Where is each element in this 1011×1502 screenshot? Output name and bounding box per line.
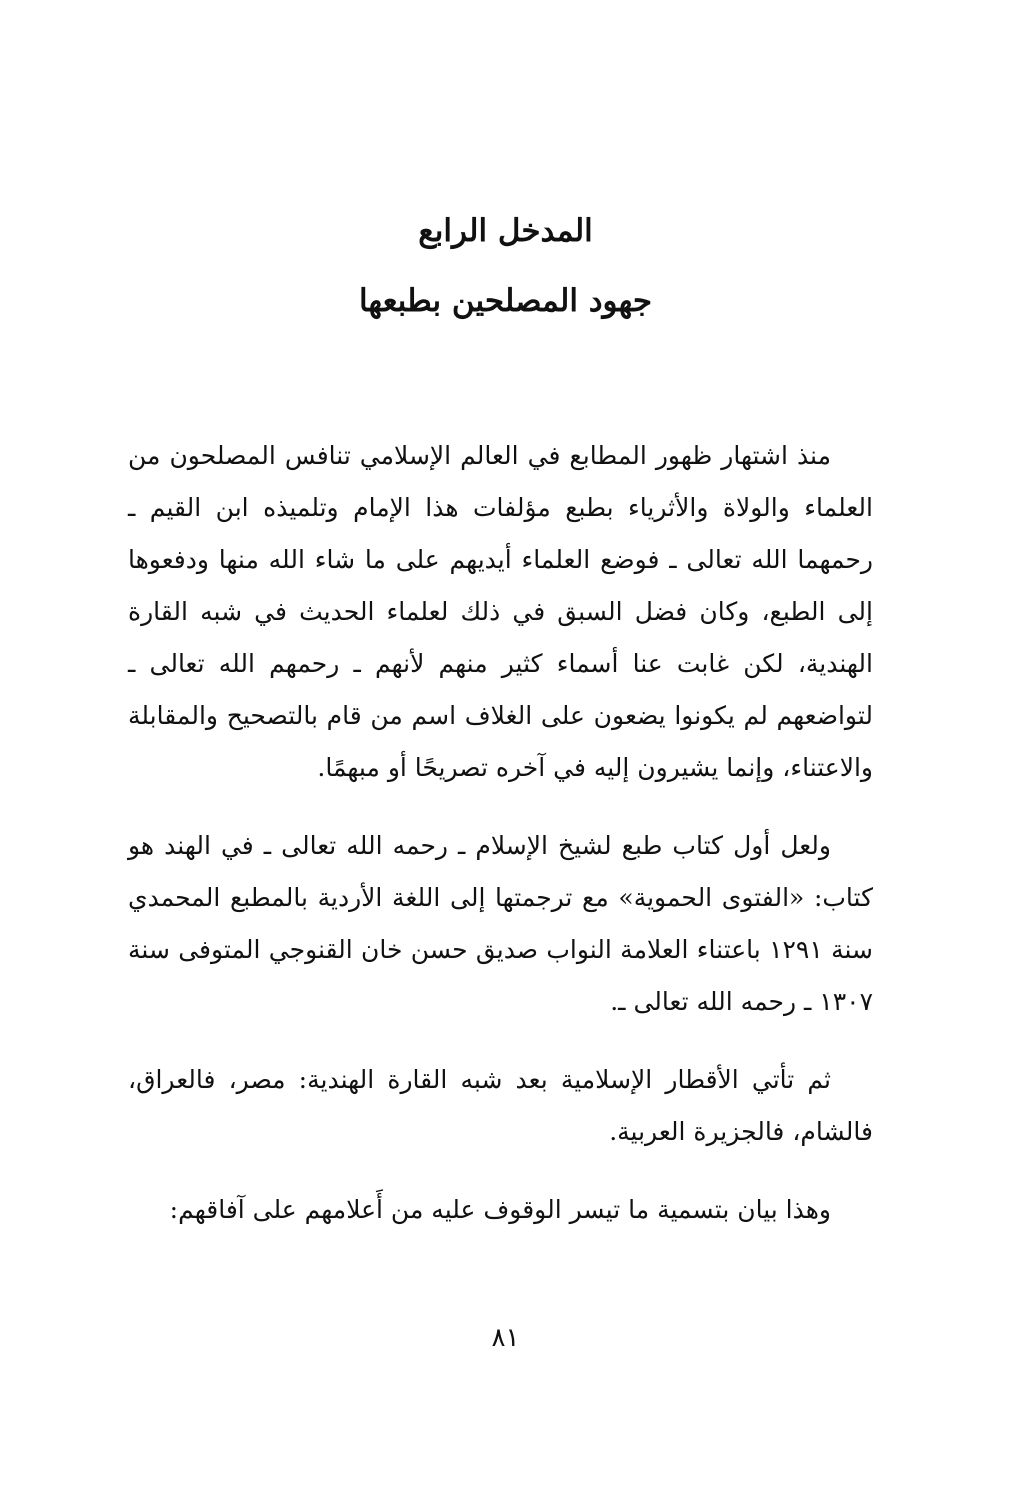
page-number: ٨١ [491,1323,520,1353]
paragraph-introduction-list: وهذا بيان بتسمية ما تيسر الوقوف عليه من أَعلامهم على آفاقهم: [169,1195,831,1224]
paragraph-first-printed-book: ولعل أول كتاب طبع لشيخ الإسلام ـ رحمه الله تعالى ـ في الهند هو كتاب: «الفتوى الحموية» مع ترجمتها إلى اللغة الأردية بالمطبع المحمدي سنة ١٢٩١ باعتناء العلامة النواب صديق حسن خان القنوجي المتوفى سنة ١٣٠٧ ـ رحمه الله تعالى ـ. [128,831,874,1016]
chapter-title: المدخل الرابع [418,213,593,249]
paragraph-islamic-regions: ثم تأتي الأقطار الإسلامية بعد شبه القارة الهندية: مصر، فالعراق، فالشام، فالجزيرة العربية. [128,1065,873,1146]
paragraph-printing-history: منذ اشتهار ظهور المطابع في العالم الإسلامي تنافس المصلحون من العلماء والولاة والأثرياء بطبع مؤلفات هذا الإمام وتلميذه ابن القيم ـ رحمهما الله تعالى ـ فوضع العلماء أيديهم على ما شاء الله منها ودفعوها إلى الطبع، وكان فضل السبق في ذلك لعلماء الحديث في شبه القارة الهندية، لكن غابت عنا أسماء كثير منهم لأنهم ـ رحمهم الله تعالى ـ لتواضعهم لم يكونوا يضعون على الغلاف اسم من قام بالتصحيح والمقابلة والاعتناء، وإنما يشيرون إليه في آخره تصريحًا أو مبهمًا. [128,441,873,782]
body-text [128,430,873,1262]
chapter-subtitle: جهود المصلحين بطبعها [358,283,653,319]
chapter-heading [0,205,1011,327]
